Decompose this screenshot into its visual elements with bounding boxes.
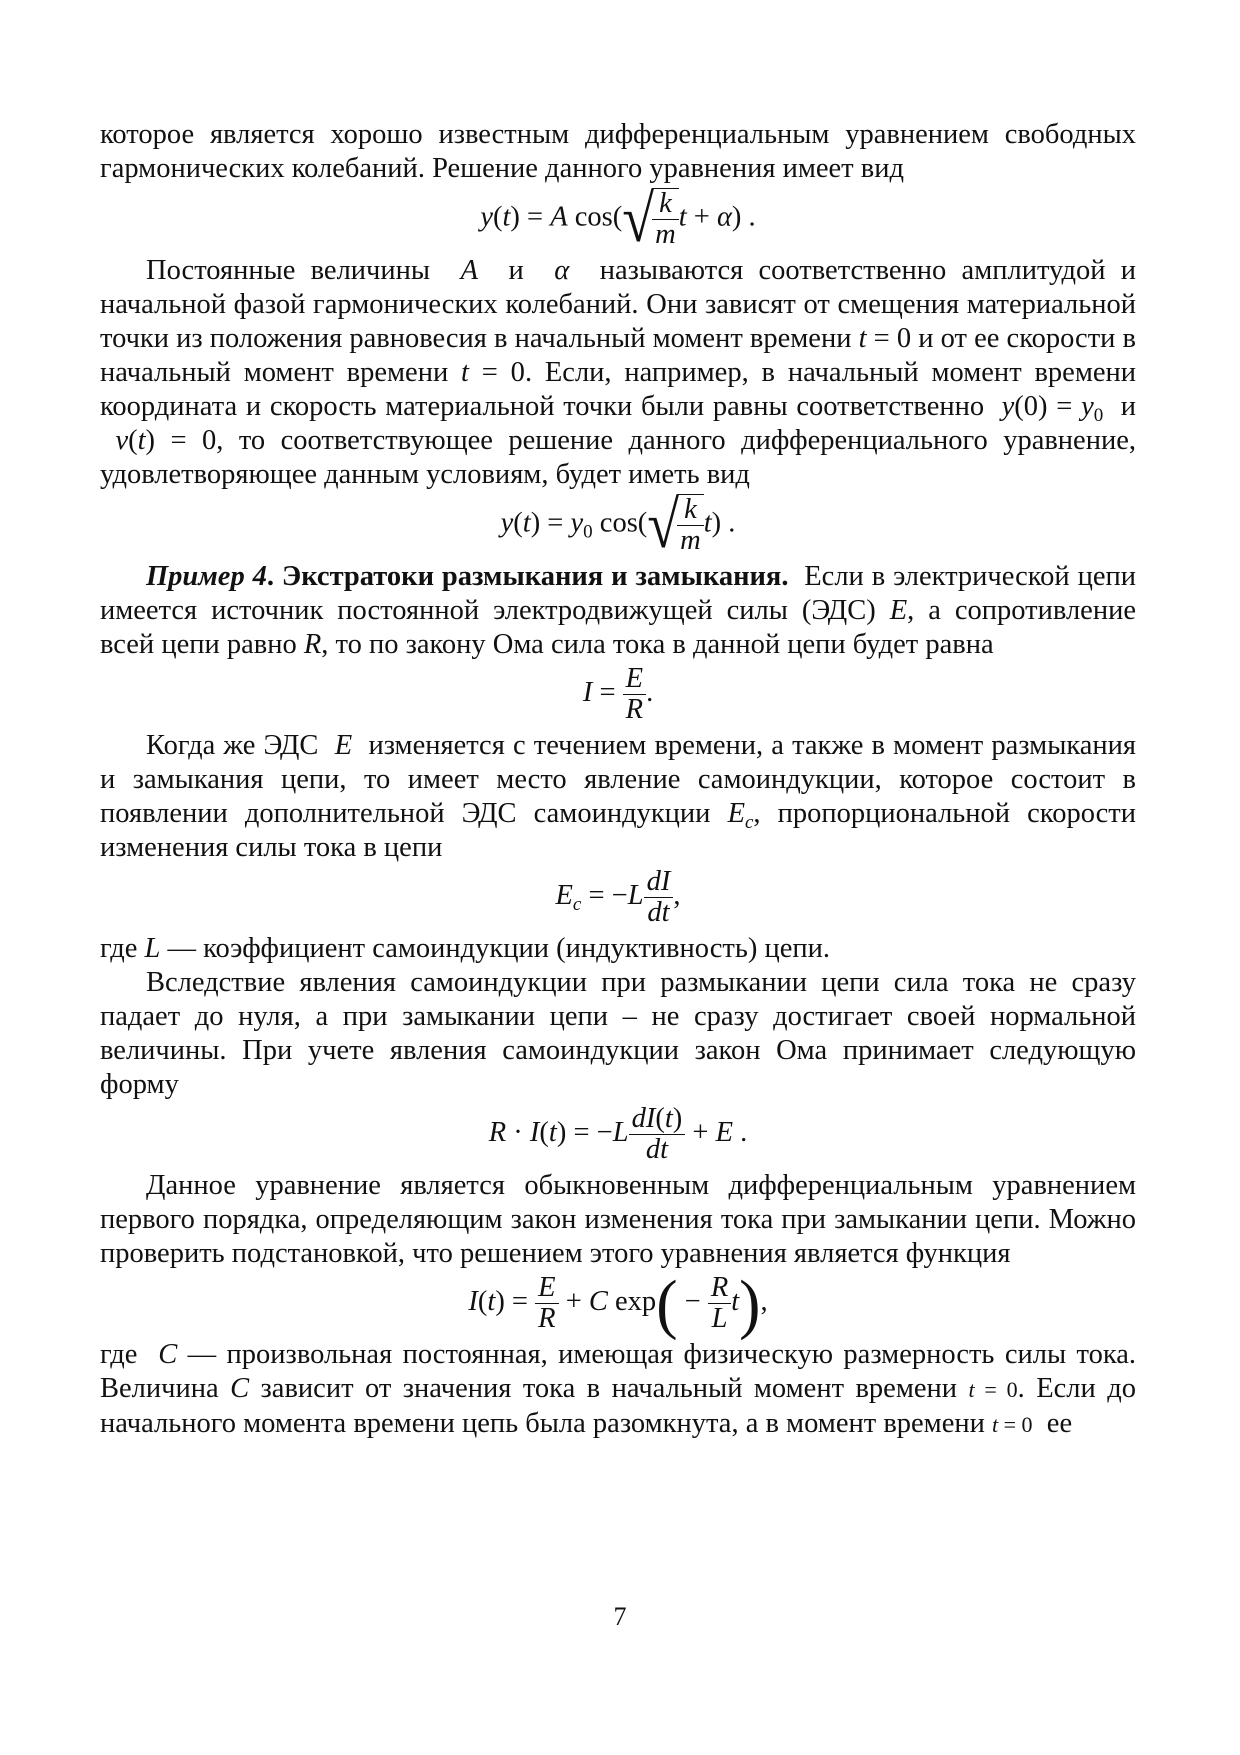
paragraph-1: которое является хорошо известным дифференциальным уравнением свободных гармонических колебаний. Решение данного уравнения имеет вид bbox=[100, 119, 1136, 184]
equation-harmonic-solution: y(t) = A cos(√ $\frac{k}{m}$ t + α) . bbox=[480, 181, 756, 256]
paragraph-3: Пример 4. Экстратоки размыкания и замыкания. Если в электрической цепи имеется источник постоянной электродвижущей силы (ЭДС) E, а сопротивление всей цепи равно R, то по закону Ома сила тока в данной цепи будет равна bbox=[100, 561, 1136, 660]
equation-ohm-law: I = $\frac{E}{R}$ . bbox=[582, 663, 654, 725]
paragraph-6: Вследствие явления самоиндукции при размыкании цепи сила тока не сразу падает до нуля, а при замыкании цепи – не сразу достигает своей нормальной величины. При учете явления самоиндукции закон Ома принимает следующую форму bbox=[100, 967, 1136, 1100]
paragraph-4: Когда же ЭДС E изменяется с течением времени, а также в момент размыкания и замыкания цепи, то имеет место явление самоиндукции, которое состоит в появлении дополнительной ЭДС самоиндукции $E_c$, пропорциональной скорости изменения силы тока в цепи bbox=[100, 730, 1137, 863]
page-number: 7 bbox=[613, 1602, 627, 1631]
paragraph-2: Постоянные величины A и α называются соответственно амплитудой и начальной фазой гармонических колебаний. Они зависят от смещения материальной точки из положения равновесия в начальный момент времени t = 0 и от ее скорости в начальный момент времени t = 0. Если, например, в начальный момент времени координата и скорость материальной точки были равны соответственно $y(0) = y_0$ и v(t) = 0, то соответствующее решение данного дифференциального уравнение, удовлетворяющее данным условиям, будет иметь вид bbox=[100, 255, 1137, 490]
equation-self-induction: $E_c = -L$ $\frac{dI}{dt}$ , bbox=[555, 866, 681, 928]
equation-initial-solution: $y(t) = y_0$ cos(√ $\frac{k}{m}$ t) . bbox=[500, 487, 736, 562]
paragraph-8: где C — произвольная постоянная, имеющая физическую размерность силы тока. Величина C зависит от значения тока в начальный момент времени t = 0. Если до начального момента времени цепь была разомкнута, а в момент времени t = 0 ее bbox=[100, 1339, 1137, 1439]
paragraph-5: где L — коэффициент самоиндукции (индуктивность) цепи. bbox=[100, 933, 830, 964]
equation-ohm-self-induction: R · I(t) = −L $\frac{dI(t)}{dt}$ + E . bbox=[488, 1103, 748, 1165]
text-column bbox=[100, 118, 1136, 1442]
paragraph-7: Данное уравнение является обыкновенным дифференциальным уравнением первого порядка, определяющим закон изменения тока при замыкании цепи. Можно проверить подстановкой, что решением этого уравнения является функция bbox=[100, 1170, 1136, 1269]
equation-current-solution: I(t) = $\frac{E}{R}$ + C exp( − $\frac{R}{L}$ t), bbox=[468, 1265, 768, 1341]
